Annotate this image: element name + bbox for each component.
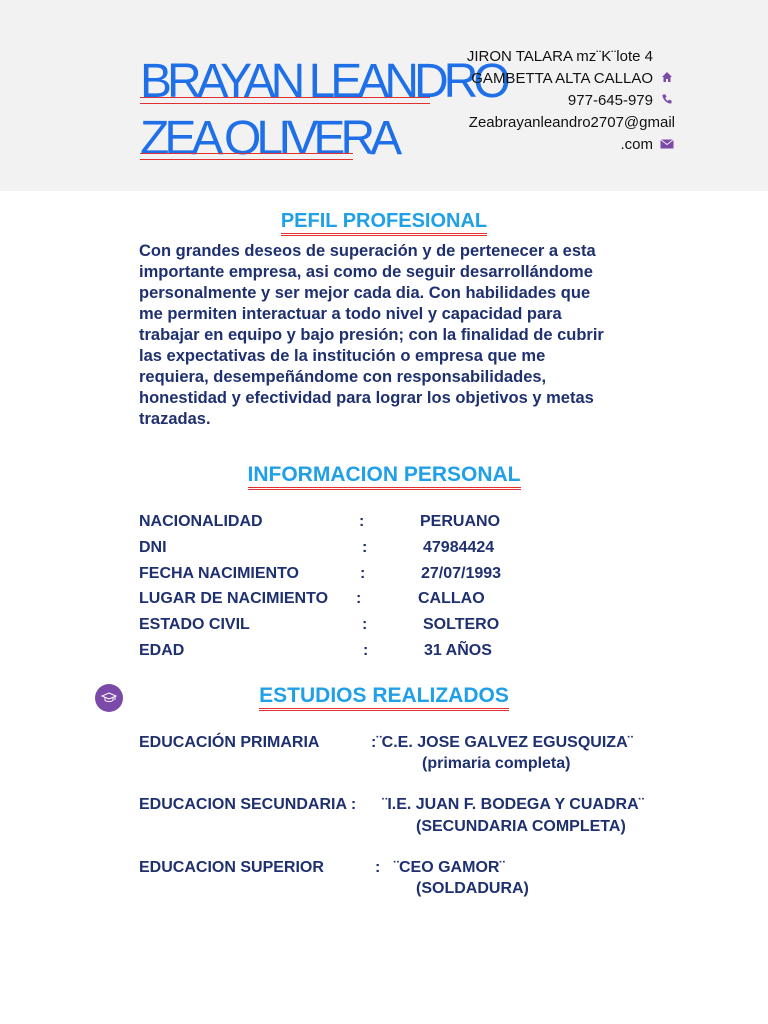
name-last: ZEA OLIVERA bbox=[140, 112, 398, 165]
contact-block bbox=[467, 46, 675, 156]
personal-title: INFORMACION PERSONAL bbox=[0, 463, 768, 490]
address-line-2: GAMBETTA ALTA CALLAO bbox=[471, 70, 653, 87]
studies-institution: ¨I.E. JUAN F. BODEGA Y CUADRA¨ bbox=[382, 796, 644, 813]
studies-detail: (SECUNDARIA COMPLETA) bbox=[416, 818, 626, 835]
personal-value: PERUANO bbox=[420, 513, 501, 530]
address-line-1: JIRON TALARA mz¨K¨lote 4 bbox=[466, 48, 653, 65]
phone-icon bbox=[659, 90, 675, 112]
personal-value: 27/07/1993 bbox=[421, 565, 502, 582]
personal-label: EDAD bbox=[139, 642, 185, 659]
personal-sep: : bbox=[356, 590, 362, 607]
personal-value: 47984424 bbox=[423, 539, 495, 556]
envelope-icon bbox=[659, 134, 675, 156]
profile-line: personalmente y ser mejor cada dia. Con habilidades que bbox=[139, 284, 591, 302]
profile-line: trazadas. bbox=[139, 410, 211, 428]
studies-label: EDUCACIÓN PRIMARIA bbox=[139, 734, 320, 751]
profile-line: honestidad y efectividad para lograr los objetivos y metas bbox=[139, 389, 594, 407]
personal-sep: : bbox=[363, 642, 369, 659]
studies-label: EDUCACION SECUNDARIA : bbox=[139, 796, 357, 813]
phone-number: 977-645-979 bbox=[567, 92, 653, 109]
personal-value: SOLTERO bbox=[423, 616, 500, 633]
studies-institution: :¨C.E. JOSE GALVEZ EGUSQUIZA¨ bbox=[371, 734, 633, 751]
profile-line: Con grandes deseos de superación y de pertenecer a esta bbox=[139, 242, 596, 260]
profile-line: las expectativas de la institución o empresa que me bbox=[139, 347, 546, 365]
studies-title: ESTUDIOS REALIZADOS bbox=[0, 684, 768, 711]
profile-paragraph bbox=[139, 241, 679, 430]
profile-line: me permiten interactuar a todo nivel y capacidad para bbox=[139, 305, 562, 323]
profile-line: requiera, desempeñándome con responsabilidades, bbox=[139, 368, 547, 386]
email-line-1: Zeabrayanleandro2707@gmail bbox=[468, 114, 675, 131]
personal-label: ESTADO CIVIL bbox=[139, 616, 250, 633]
profile-title: PEFIL PROFESIONAL bbox=[0, 210, 768, 236]
personal-label: FECHA NACIMIENTO bbox=[139, 565, 299, 582]
name-first: BRAYAN LEANDRO bbox=[140, 55, 506, 108]
studies-institution: : ¨CEO GAMOR¨ bbox=[375, 859, 505, 876]
studies-detail: (SOLDADURA) bbox=[416, 880, 529, 897]
personal-label: NACIONALIDAD bbox=[139, 513, 263, 530]
personal-label: LUGAR DE NACIMIENTO bbox=[139, 590, 329, 607]
name-first-underline bbox=[140, 97, 430, 104]
profile-line: trabajar en equipo y bajo presión; con la finalidad de cubrir bbox=[139, 326, 604, 344]
personal-value: CALLAO bbox=[418, 590, 485, 607]
personal-sep: : bbox=[362, 616, 368, 633]
studies-detail: (primaria completa) bbox=[422, 755, 571, 772]
email-line-2: .com bbox=[620, 136, 653, 153]
profile-line: importante empresa, asi como de seguir desarrollándome bbox=[139, 263, 593, 281]
personal-label: DNI bbox=[139, 539, 167, 556]
personal-sep: : bbox=[362, 539, 368, 556]
personal-value: 31 AÑOS bbox=[424, 642, 492, 659]
personal-sep: : bbox=[360, 565, 366, 582]
name-last-underline bbox=[140, 153, 353, 160]
studies-label: EDUCACION SUPERIOR bbox=[139, 859, 324, 876]
home-icon bbox=[659, 68, 675, 90]
personal-sep: : bbox=[359, 513, 365, 530]
